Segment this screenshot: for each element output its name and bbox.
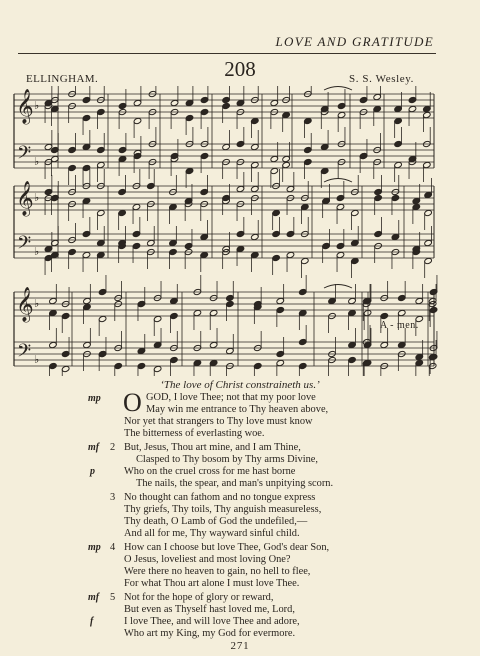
note-head xyxy=(380,341,388,348)
note-head xyxy=(394,140,402,147)
note-head xyxy=(251,161,259,168)
note-head xyxy=(82,230,90,237)
note-head xyxy=(137,347,145,354)
note-head xyxy=(226,300,234,307)
note-head xyxy=(236,185,244,192)
flat-sign: ♭ xyxy=(34,245,40,258)
note-head xyxy=(147,239,155,246)
note-head xyxy=(44,245,52,252)
note-head xyxy=(97,146,105,153)
note-head xyxy=(270,99,278,106)
note-head xyxy=(153,315,161,322)
line-dynamic: p xyxy=(90,466,95,477)
note-head xyxy=(348,309,356,316)
note-head xyxy=(272,230,280,237)
note-head xyxy=(222,143,230,150)
verse-number: 5 xyxy=(110,592,116,603)
treble-clef: 𝄞 xyxy=(16,287,34,322)
note-head xyxy=(49,297,57,304)
note-head xyxy=(359,152,367,159)
note-head xyxy=(351,209,359,216)
verse-dynamic: mp xyxy=(88,542,101,553)
note-head xyxy=(412,203,420,210)
note-head xyxy=(49,309,57,316)
note-head xyxy=(429,353,437,360)
note-head xyxy=(423,161,431,168)
note-head xyxy=(429,288,437,295)
note-head xyxy=(49,341,57,348)
flat-sign: ♭ xyxy=(34,297,40,310)
note-head xyxy=(118,155,126,162)
note-head xyxy=(118,188,126,195)
verse-line: No thought can fathom and no tongue express xyxy=(124,492,316,503)
note-head xyxy=(226,294,234,301)
tie xyxy=(324,179,352,183)
amen-text: A - men. xyxy=(380,320,419,331)
note-head xyxy=(336,203,344,210)
note-head xyxy=(97,251,105,258)
note-head xyxy=(328,297,336,304)
header-rule xyxy=(18,53,436,54)
note-head xyxy=(98,350,106,357)
verse-line: But even as Thyself hast loved me, Lord, xyxy=(124,604,295,615)
note-head xyxy=(68,164,76,171)
note-head xyxy=(82,143,90,150)
note-head xyxy=(348,356,356,363)
note-head xyxy=(68,248,76,255)
note-head xyxy=(299,309,307,316)
note-head xyxy=(236,99,244,106)
note-head xyxy=(251,185,259,192)
note-head xyxy=(200,251,208,258)
note-head xyxy=(97,239,105,246)
note-head xyxy=(83,341,91,348)
note-head xyxy=(83,303,91,310)
note-head xyxy=(170,312,178,319)
treble-clef: 𝄞 xyxy=(16,89,34,124)
note-head xyxy=(170,297,178,304)
note-head xyxy=(394,105,402,112)
note-head xyxy=(320,143,328,150)
note-head xyxy=(97,108,105,115)
note-head xyxy=(394,117,402,124)
note-head xyxy=(185,99,193,106)
note-head xyxy=(83,297,91,304)
verse-line: For what Thou art alone I must love Thee. xyxy=(124,578,300,589)
verse-line: I love Thee, and will love Thee and adore, xyxy=(124,616,300,627)
verse-line: Nor yet that strangers to Thy love must know xyxy=(124,416,313,427)
note-head xyxy=(200,233,208,240)
tune-name: ELLINGHAM. xyxy=(26,73,99,85)
note-head xyxy=(133,99,141,106)
note-head xyxy=(153,341,161,348)
note-head xyxy=(68,146,76,153)
verse-line: Thy death, O Lamb of God the undefiled,— xyxy=(124,516,308,527)
note-head xyxy=(170,356,178,363)
note-head xyxy=(394,161,402,168)
note-head xyxy=(272,254,280,261)
note-head xyxy=(193,309,201,316)
note-head xyxy=(408,105,416,112)
note-head xyxy=(286,251,294,258)
note-head xyxy=(118,102,126,109)
verse-line: Were there no heaven to gain, no hell to flee, xyxy=(124,566,311,577)
verse-line: Who on the cruel cross for me hast borne xyxy=(124,466,296,477)
note-head xyxy=(304,117,312,124)
bass-clef: 𝄢 xyxy=(17,143,32,168)
note-head xyxy=(363,309,371,316)
line-dynamic: f xyxy=(90,616,94,627)
note-head xyxy=(301,257,309,264)
note-head xyxy=(415,297,423,304)
note-head xyxy=(391,194,399,201)
note-head xyxy=(348,297,356,304)
verse-number: 2 xyxy=(110,442,116,453)
note-head xyxy=(132,203,140,210)
note-head xyxy=(374,230,382,237)
note-head xyxy=(132,230,140,237)
note-head xyxy=(351,239,359,246)
verse-number: 4 xyxy=(110,542,116,553)
bass-clef: 𝄢 xyxy=(17,341,32,366)
composer: S. S. Wesley. xyxy=(349,73,414,85)
note-head xyxy=(272,209,280,216)
note-head xyxy=(133,152,141,159)
note-head xyxy=(282,161,290,168)
note-head xyxy=(118,209,126,216)
note-head xyxy=(236,245,244,252)
note-head xyxy=(373,105,381,112)
note-head xyxy=(429,306,437,313)
verse-dynamic: mf xyxy=(88,442,100,453)
note-head xyxy=(286,185,294,192)
note-head xyxy=(276,359,284,366)
tie xyxy=(324,87,352,91)
note-head xyxy=(423,111,431,118)
note-head xyxy=(286,230,294,237)
note-head xyxy=(408,96,416,103)
note-head xyxy=(200,108,208,115)
note-head xyxy=(398,294,406,301)
note-head xyxy=(424,257,432,264)
note-head xyxy=(209,309,217,316)
hymn-number: 208 xyxy=(224,57,256,81)
epigraph: ‘The love of Christ constraineth us.’ xyxy=(160,379,320,391)
note-head xyxy=(373,93,381,100)
note-head xyxy=(301,203,309,210)
note-head xyxy=(49,362,57,369)
note-head xyxy=(320,167,328,174)
note-head xyxy=(98,315,106,322)
note-head xyxy=(337,111,345,118)
note-head xyxy=(276,297,284,304)
note-head xyxy=(118,146,126,153)
note-head xyxy=(169,203,177,210)
flat-sign: ♭ xyxy=(34,353,40,366)
note-head xyxy=(98,288,106,295)
note-head xyxy=(276,306,284,313)
note-head xyxy=(97,161,105,168)
note-head xyxy=(200,152,208,159)
verse-line: But, Jesus, Thou art mine, and I am Thine, xyxy=(124,442,301,453)
note-head xyxy=(304,158,312,165)
tie xyxy=(324,285,352,289)
note-head xyxy=(359,96,367,103)
note-head xyxy=(82,114,90,121)
note-head xyxy=(270,167,278,174)
music-score xyxy=(0,86,480,376)
flat-sign: ♭ xyxy=(34,155,40,168)
note-head xyxy=(363,341,371,348)
verse-line: And all for me, Thy wayward sinful child. xyxy=(124,528,300,539)
note-head xyxy=(398,341,406,348)
note-head xyxy=(336,251,344,258)
note-head xyxy=(415,353,423,360)
drop-cap: O xyxy=(123,388,142,417)
note-head xyxy=(137,300,145,307)
note-head xyxy=(348,341,356,348)
note-head xyxy=(133,117,141,124)
note-head xyxy=(61,312,69,319)
flat-sign: ♭ xyxy=(34,191,40,204)
note-head xyxy=(147,182,155,189)
note-head xyxy=(82,164,90,171)
note-head xyxy=(185,167,193,174)
note-head xyxy=(251,117,259,124)
note-head xyxy=(337,102,345,109)
note-head xyxy=(226,347,234,354)
note-head xyxy=(170,99,178,106)
verse-line: May win me entrance to Thy heaven above, xyxy=(146,404,329,415)
note-head xyxy=(44,188,52,195)
note-head xyxy=(184,242,192,249)
note-head xyxy=(380,312,388,319)
treble-clef: 𝄞 xyxy=(16,181,34,216)
verse-line: The bitterness of everlasting woe. xyxy=(124,428,265,439)
note-head xyxy=(299,338,307,345)
note-head xyxy=(222,194,230,201)
note-head xyxy=(282,111,290,118)
note-head xyxy=(153,365,161,372)
verse-number: 3 xyxy=(110,492,116,503)
note-head xyxy=(304,146,312,153)
verse-line: Clasped to Thy bosom by Thy arms Divine, xyxy=(136,454,319,465)
verse-line: The nails, the spear, and man's unpitying scorn. xyxy=(136,478,334,489)
page-number: 271 xyxy=(230,640,250,652)
note-head xyxy=(97,209,105,216)
note-head xyxy=(209,359,217,366)
note-head xyxy=(282,155,290,162)
note-head xyxy=(336,242,344,249)
note-head xyxy=(424,239,432,246)
note-head xyxy=(209,341,217,348)
note-head xyxy=(82,197,90,204)
verse-line: Thy griefs, Thy toils, Thy anguish measureless, xyxy=(124,504,322,515)
note-head xyxy=(132,242,140,249)
note-head xyxy=(351,257,359,264)
verse-line: O Jesus, loveliest and most loving One? xyxy=(124,554,291,565)
note-head xyxy=(398,309,406,316)
verse-line: GOD, I love Thee; not that my poor love xyxy=(146,392,316,403)
note-head xyxy=(391,233,399,240)
bass-clef: 𝄢 xyxy=(17,233,32,258)
note-head xyxy=(200,96,208,103)
note-head xyxy=(251,251,259,258)
note-head xyxy=(374,188,382,195)
note-head xyxy=(61,350,69,357)
note-head xyxy=(61,365,69,372)
note-head xyxy=(424,191,432,198)
note-head xyxy=(374,194,382,201)
note-head xyxy=(415,359,423,366)
note-head xyxy=(185,114,193,121)
note-head xyxy=(270,155,278,162)
verse-line: How can I choose but love Thee, God's dear Son, xyxy=(124,542,330,553)
note-head xyxy=(251,233,259,240)
note-head xyxy=(82,96,90,103)
note-head xyxy=(137,362,145,369)
note-head xyxy=(169,248,177,255)
note-head xyxy=(222,102,230,109)
section-title: LOVE AND GRATITUDE xyxy=(275,34,434,49)
verse-line: Not for the hope of glory or reward, xyxy=(124,592,274,603)
note-head xyxy=(276,350,284,357)
note-head xyxy=(299,362,307,369)
note-head xyxy=(423,105,431,112)
note-head xyxy=(222,96,230,103)
verse-dynamic: mp xyxy=(88,393,101,404)
note-head xyxy=(424,209,432,216)
flat-sign: ♭ xyxy=(34,99,40,112)
note-head xyxy=(236,230,244,237)
note-head xyxy=(322,197,330,204)
note-head xyxy=(200,188,208,195)
note-head xyxy=(251,143,259,150)
note-head xyxy=(412,197,420,204)
note-head xyxy=(82,251,90,258)
note-head xyxy=(363,359,371,366)
note-head xyxy=(336,194,344,201)
note-head xyxy=(236,140,244,147)
note-head xyxy=(169,239,177,246)
verse-dynamic: mf xyxy=(88,592,100,603)
note-head xyxy=(114,362,122,369)
note-head xyxy=(193,359,201,366)
note-head xyxy=(254,362,262,369)
note-head xyxy=(299,288,307,295)
verse-line: Who art my King, my God for evermore. xyxy=(124,628,296,639)
